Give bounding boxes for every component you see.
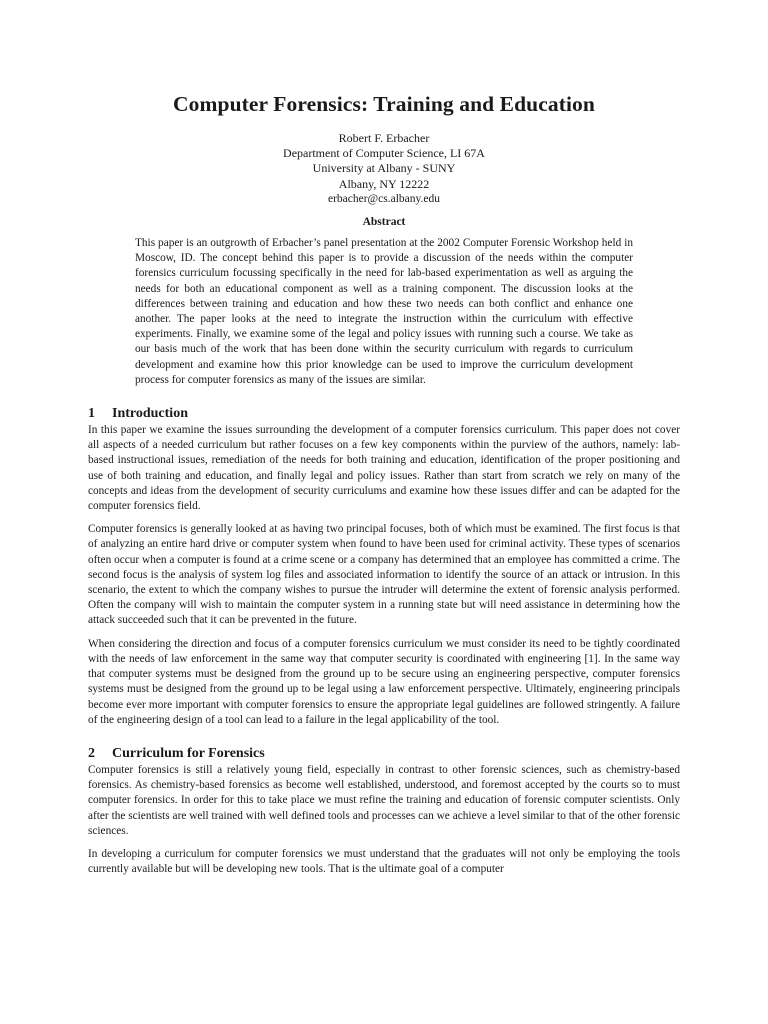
author-university: University at Albany - SUNY — [312, 161, 456, 176]
author-block — [88, 131, 680, 207]
paragraph: In this paper we examine the issues surrounding the development of a computer forensics curriculum. This paper does not cover all aspects of a needed curriculum but rather focuses on a few key components within the purview of the authors, namely: lab-based instructional issues, remediation of the needs for both training and education, identification of the proper positioning and use of both training and education, and finally legal and policy issues. Rather than start from scratch we rely on many of the concepts and ideas from the development of security curriculums and examine how these issues differ and can be adapted for the computer forensics field. — [88, 424, 680, 513]
paragraph: In developing a curriculum for computer forensics we must understand that the graduates will not only be employing the tools currently available but will be developing new tools. That is the ultimate goal of a computer — [88, 847, 680, 876]
author-email: erbacher@cs.albany.edu — [327, 192, 440, 205]
author-name: Robert F. Erbacher — [338, 131, 430, 145]
author-department: Department of Computer Science, LI 67A — [283, 146, 485, 161]
paragraph: Computer forensics is still a relatively young field, especially in contrast to other forensic sciences, such as chemistry-based forensics. As chemistry-based forensics as become well established, understood, and foremost accepted by the courts so to must computer forensics. In order for this to take place we must refine the training and education of forensic computer scientists. Only after the scientists are well trained with well defined tools and processes can we achieve a level similar to that of the other forensic sciences. — [88, 763, 680, 837]
section-title: Introduction — [112, 406, 188, 422]
section-title: Curriculum for Forensics — [112, 745, 265, 761]
abstract-heading: Abstract — [362, 216, 406, 229]
section-number: 2 — [88, 745, 95, 761]
paper-title: Computer Forensics: Training and Education — [173, 92, 595, 116]
abstract-text: This paper is an outgrowth of Erbacher’s panel presentation at the 2002 Computer Forensic Workshop held in Moscow, ID. The concept behind this paper is to provide a discussion of the needs within the computer forensics curriculum focussing specifically in the need for lab-based experimentation as well as arguing the needs for both an educational component as well as a training component. The discussion looks at the differences between training and education and how these two needs can both conflict and enhance one another. The paper looks at the need to integrate the instruction within the curriculum with effective experiments. Finally, we examine some of the legal and policy issues with running such a course. We take as our basis much of the work that has been done within the security curriculum with regards to curriculum development and examine how this prior knowledge can be used to improve the curriculum development process for computer forensics as many of the issues are similar. — [135, 237, 633, 386]
paper-page — [88, 92, 680, 877]
paragraph: When considering the direction and focus of a computer forensics curriculum we must consider its need to be tightly coordinated with the needs of law enforcement in the same way that computer security is coordinated with engineering [1]. In the same way that computer systems must be designed from the ground up to be secure using an engineering perspective, computer forensics systems must be designed from the ground up to be legal using a law enforcement perspective. Ultimately, engineering principals become ever more important with computer forensics to ensure the appropriate legal guidelines are followed stringently. A failure of the engineering design of a tool can lead to a failure in the legal applicability of the tool. — [88, 637, 680, 726]
section-number: 1 — [88, 406, 95, 422]
section-heading-curriculum — [88, 746, 680, 762]
paragraph: Computer forensics is generally looked at as having two principal focuses, both of which must be examined. The first focus is that of analyzing an entire hard drive or computer system when found to have been used for criminal activity. These types of scenarios often occur when a computer is found at a crime scene or a company has determined that an employee has committed a crime. The second focus is the analysis of system log files and associated information to identify the source of an attack or intrusion. In this scenario, the extent to which the company wishes to pursue the intruder will determine the extent of forensic analysis performed. Often the company will wish to maintain the computer system in a running state but will need assistance in determining how the attack succeeded such that it can be prevented in the future. — [88, 523, 680, 627]
author-city: Albany, NY 12222 — [338, 176, 430, 191]
section-heading-introduction — [88, 406, 680, 422]
